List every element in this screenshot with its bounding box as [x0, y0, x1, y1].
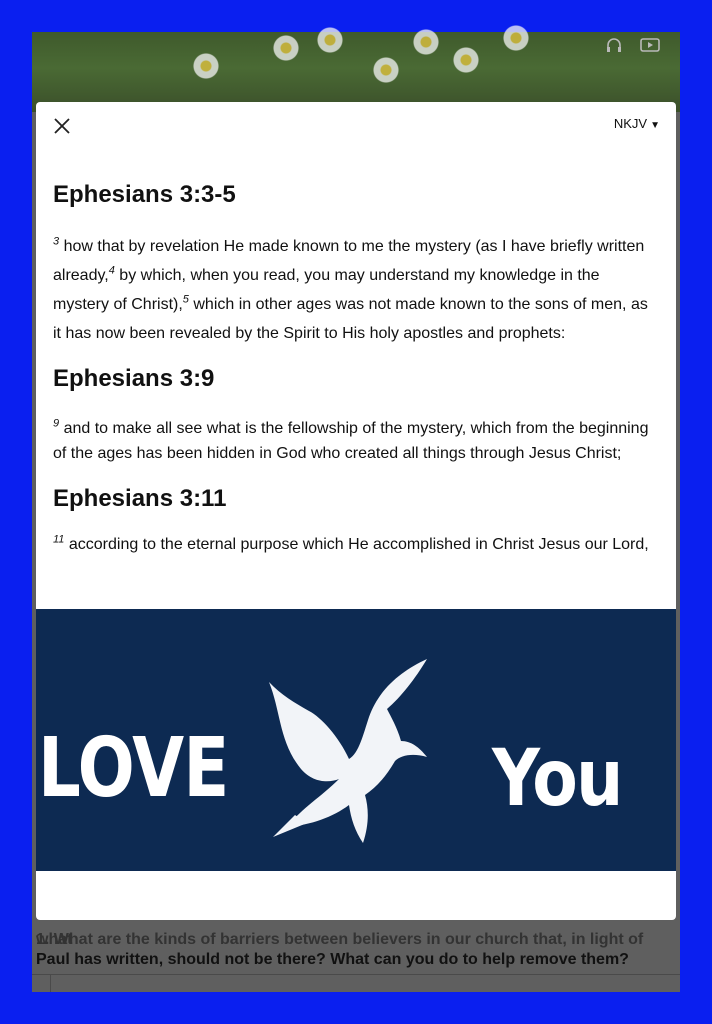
headphones-icon[interactable]: [606, 38, 622, 55]
question-line-1: 1. What are the kinds of barriers between believers in our church that, in light of what: [36, 931, 644, 948]
verse-text: which in other ages was not made known to the sons of men, as it has now been revealed by the Spirit to His holy apostles and prophets:: [53, 296, 648, 342]
passage-reference: Ephesians 3:11: [53, 485, 227, 512]
verse-number: 3: [53, 235, 60, 248]
passage-text: [53, 532, 659, 557]
passage-reference: Ephesians 3:3-5: [53, 181, 236, 208]
passage-list: [53, 180, 659, 575]
verse-number: 5: [182, 293, 189, 306]
divider: [50, 974, 51, 992]
verse-text: and to make all see what is the fellowship of the mystery, which from the beginning of the ages has been hidden in God who created all things through Jesus Christ;: [53, 420, 649, 462]
passage-text: [53, 232, 659, 348]
verse-text: by which, when you read, you may understand my knowledge in the mystery of Christ),: [53, 267, 600, 313]
caret-down-icon: ▼: [650, 120, 660, 131]
close-icon: [50, 114, 74, 138]
question-line-2: Paul has written, should not be there? What can you do to help remove them?: [36, 951, 629, 968]
video-icon[interactable]: [640, 38, 660, 55]
passage-reference: Ephesians 3:9: [53, 365, 215, 392]
verse-text: how that by revelation He made known to me the mystery (as I have briefly written already,: [53, 238, 645, 284]
banner-word-you: You: [492, 734, 622, 824]
verse-number: 11: [53, 533, 65, 546]
divider: [32, 974, 680, 975]
verse-number: 4: [108, 264, 115, 277]
close-button[interactable]: [50, 114, 74, 138]
header-icons: [606, 38, 660, 55]
love-you-banner: [36, 609, 676, 871]
verse-text: according to the eternal purpose which He accomplished in Christ Jesus our Lord,: [64, 536, 649, 553]
verse-number: 9: [53, 417, 60, 430]
dove-icon: [251, 657, 441, 847]
banner-word-love: LOVE: [38, 721, 229, 816]
version-dropdown[interactable]: [614, 116, 660, 131]
passage-text: [53, 416, 659, 466]
discussion-question: [36, 931, 656, 972]
header-photo: [32, 32, 680, 112]
scripture-popup: [36, 102, 676, 920]
version-label: NKJV: [613, 116, 648, 131]
